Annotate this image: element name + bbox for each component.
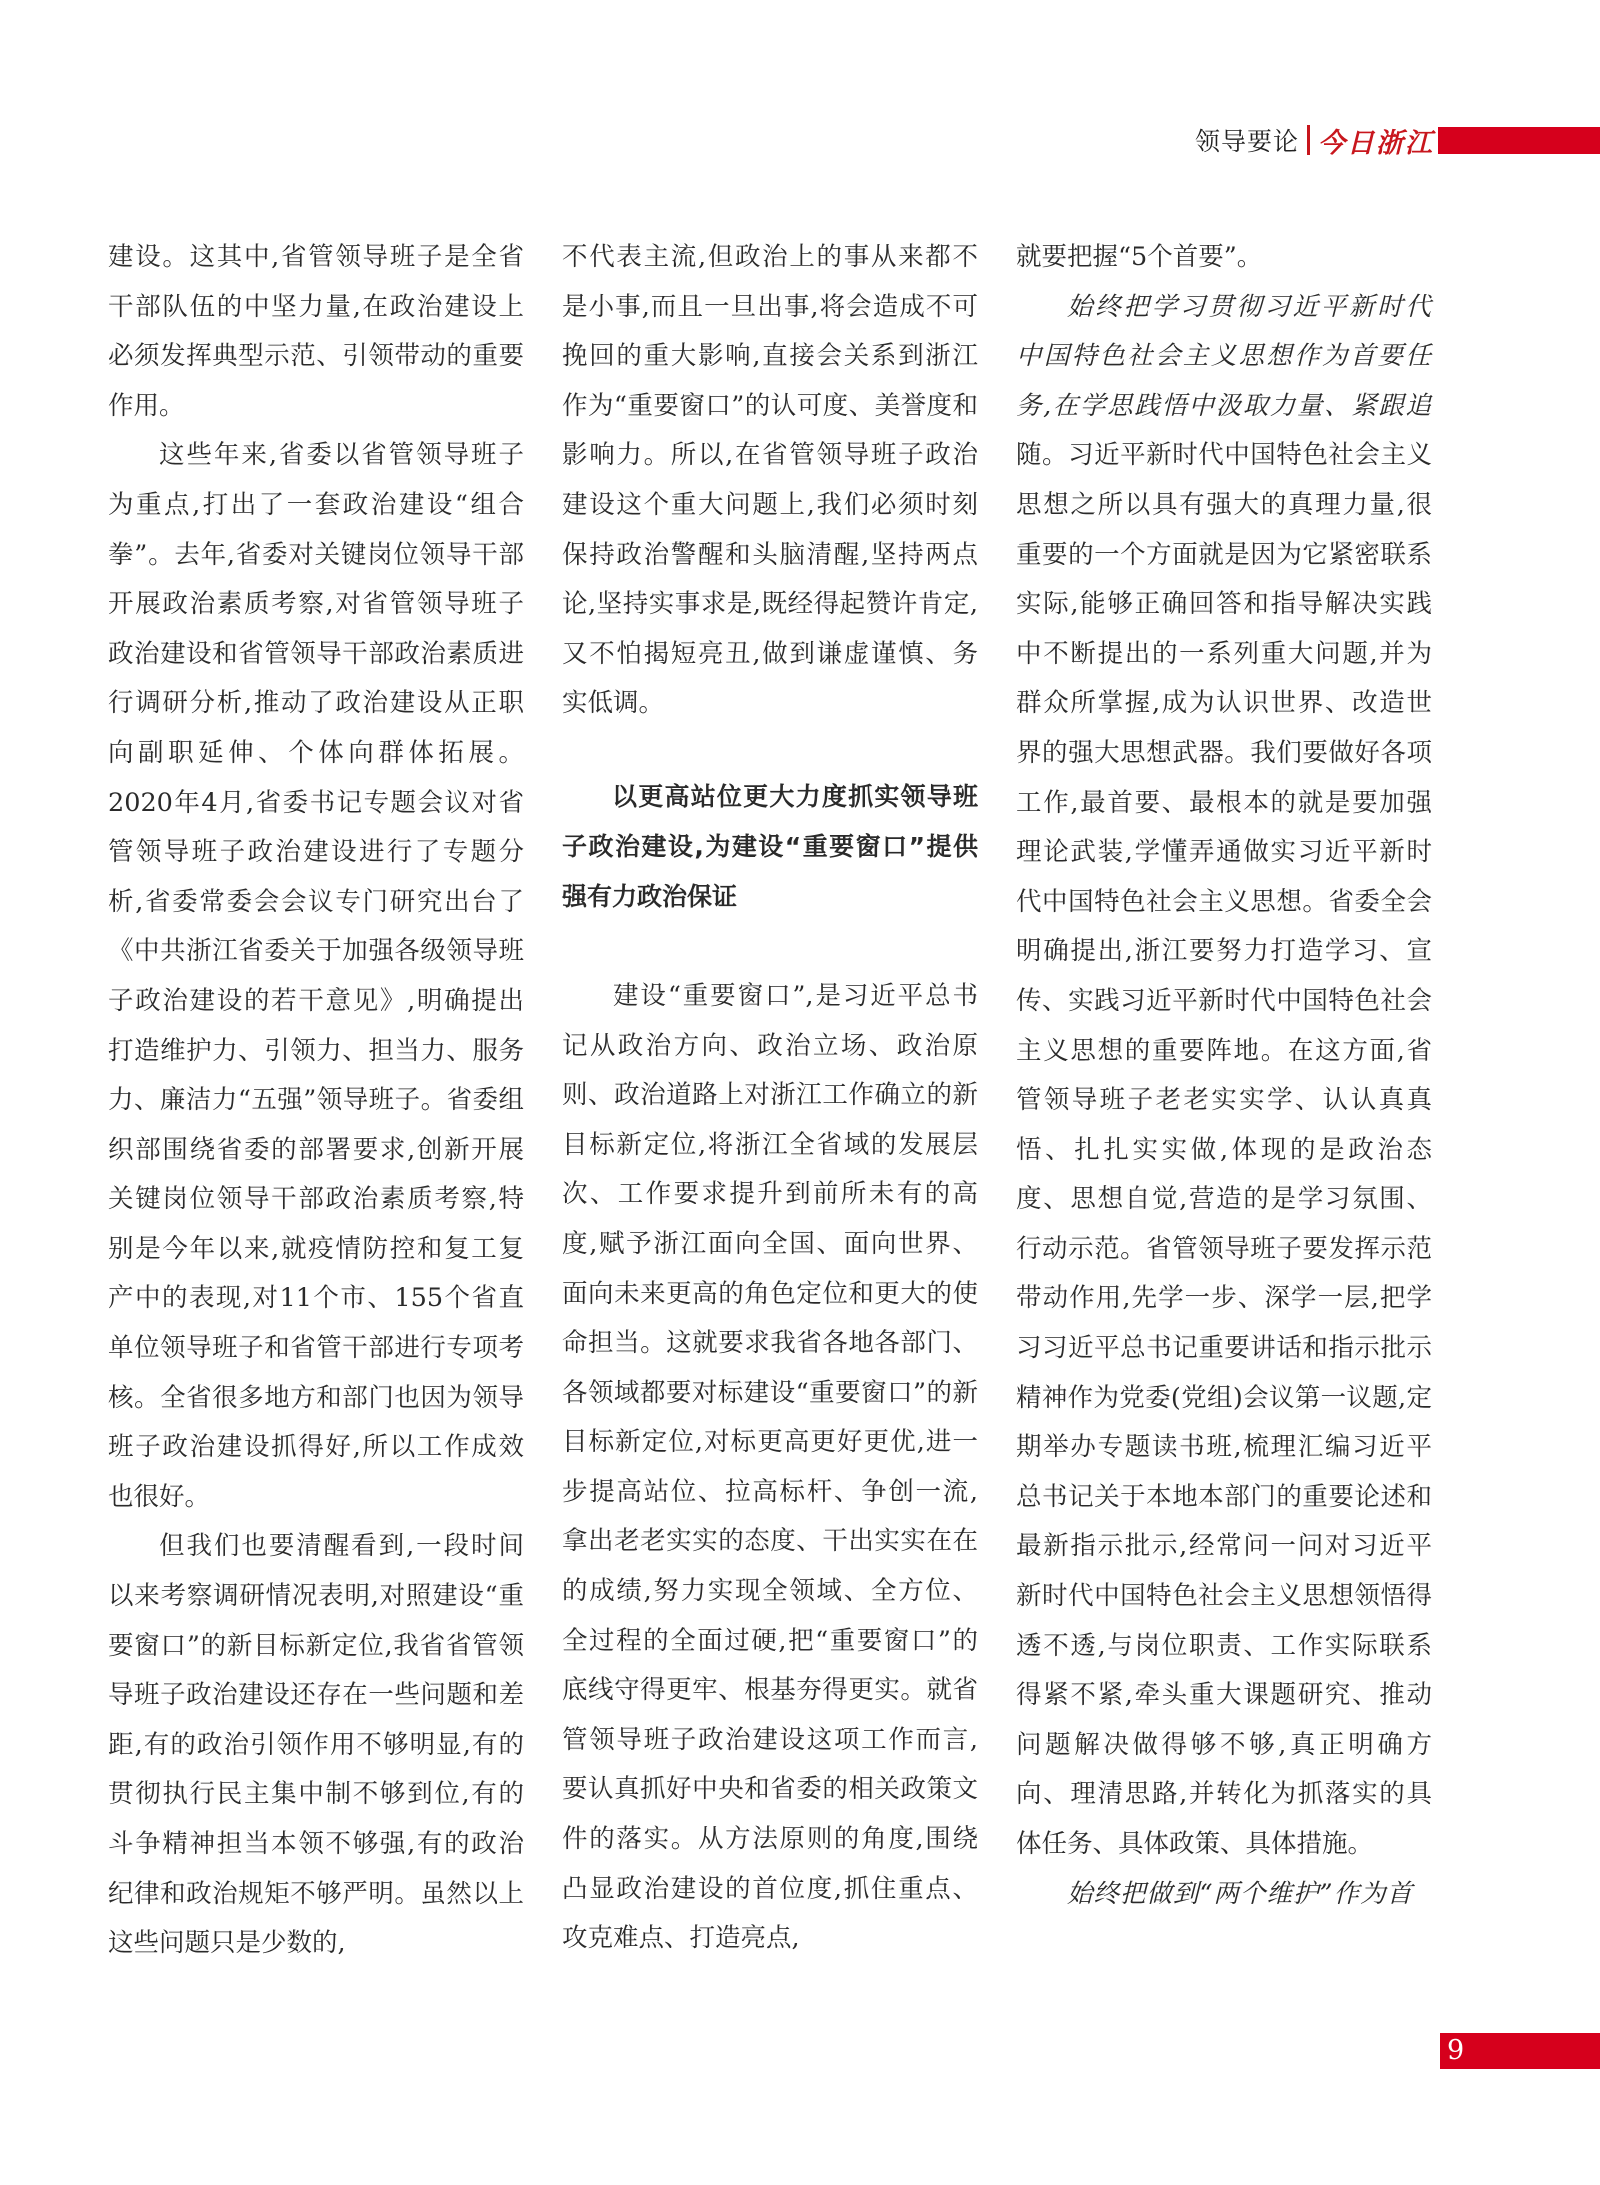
column-2 bbox=[562, 233, 978, 1964]
paragraph: 就要把握“5个首要”。 bbox=[1016, 242, 1263, 272]
paragraph: 这些年来,省委以省管领导班子为重点,打出了一套政治建设“组合拳”。去年,省委对关键岗位领导干部开展政治素质考察,对省管领导班子政治建设和省管领导干部政治素质进行调研分析,推动了政治建设从正职向副职延伸、个体向群体拓展。2020年4月,省委书记专题会议对省管领导班子政治建设进行了专题分析,省委常委会会议专门研究出台了《中共浙江省委关于加强各级领导班子政治建设的若干意见》,明确提出打造维护力、引领力、担当力、服务力、廉洁力“五强”领导班子。省委组织部围绕省委的部署要求,创新开展关键岗位领导干部政治素质考察,特别是今年以来,就疫情防控和复工复产中的表现,对11个市、155个省直单位领导班子和省管干部进行专项考核。全省很多地方和部门也因为领导班子政治建设抓得好,所以工作成效也很好。 bbox=[108, 440, 524, 1512]
paragraph: 建设。这其中,省管领导班子是全省干部队伍的中坚力量,在政治建设上必须发挥典型示范、引领带动的重要作用。 bbox=[108, 242, 524, 421]
page-header bbox=[1195, 120, 1434, 160]
column-1 bbox=[108, 233, 524, 1969]
emphasis-lead: 始终把学习贯彻习近平新时代中国特色社会主义思想作为首要任务,在学思践悟中汲取力量、紧跟追 bbox=[1016, 291, 1432, 421]
magazine-logo: 今日浙江 bbox=[1318, 127, 1435, 159]
emphasis-paragraph bbox=[1016, 283, 1432, 1870]
paragraph: 不代表主流,但政治上的事从来都不是小事,而且一旦出事,将会造成不可挽回的重大影响,直接会关系到浙江作为“重要窗口”的认可度、美誉度和影响力。所以,在省管领导班子政治建设这个重大问题上,我们必须时刻保持政治警醒和头脑清醒,坚持两点论,坚持实事求是,既经得起赞许肯定,又不怕揭短亮丑,做到谦虚谨慎、务实低调。 bbox=[562, 242, 978, 719]
paragraph-text: 随。习近平新时代中国特色社会主义思想之所以具有强大的真理力量,很重要的一个方面就是因为它紧密联系实际,能够正确回答和指导解决实践中不断提出的一系列重大问题,并为群众所掌握,成为认识世界、改造世界的强大思想武器。我们要做好各项工作,最首要、最根本的就是要加强理论武装,学懂弄通做实习近平新时代中国特色社会主义思想。省委全会明确提出,浙江要努力打造学习、宣传、实践习近平新时代中国特色社会主义思想的重要阵地。在这方面,省管领导班子老老实实学、认认真真悟、扎扎实实做,体现的是政治态度、思想自觉,营造的是学习氛围、行动示范。省管领导班子要发挥示范带动作用,先学一步、深学一层,把学习习近平总书记重要讲话和指示批示精神作为党委(党组)会议第一议题,定期举办专题读书班,梳理汇编习近平总书记关于本地本部门的重要论述和最新指示批示,经常问一问对习近平新时代中国特色社会主义思想领悟得透不透,与岗位职责、工作实际联系得紧不紧,牵头重大课题研究、推动问题解决做得够不够,真正明确方向、理清思路,并转化为抓落实的具体任务、具体政策、具体措施。 bbox=[1016, 440, 1432, 1859]
page-number: 9 bbox=[1447, 2035, 1465, 2066]
emphasis-paragraph: 始终把做到“两个维护”作为首 bbox=[1067, 1878, 1414, 1909]
header-divider bbox=[1307, 125, 1310, 155]
header-red-bar bbox=[1438, 127, 1600, 154]
paragraph: 建设“重要窗口”,是习近平总书记从政治方向、政治立场、政治原则、政治道路上对浙江工作确立的新目标新定位,将浙江全省域的发展层次、工作要求提升到前所未有的高度,赋予浙江面向全国、面向世界、面向未来更高的角色定位和更大的使命担当。这就要求我省各地各部门、各领域都要对标建设“重要窗口”的新目标新定位,对标更高更好更优,进一步提高站位、拉高标杆、争创一流,拿出老老实实的态度、干出实实在在的成绩,努力实现全领域、全方位、全过程的全面过硬,把“重要窗口”的底线守得更牢、根基夯得更实。就省管领导班子政治建设这项工作而言,要认真抓好中央和省委的相关政策文件的落实。从方法原则的角度,围绕凸显政治建设的首位度,抓住重点、攻克难点、打造亮点, bbox=[562, 980, 978, 1954]
section-title: 领导要论 bbox=[1195, 127, 1300, 156]
paragraph: 但我们也要清醒看到,一段时间以来考察调研情况表明,对照建设“重要窗口”的新目标新定位,我省省管领导班子政治建设还存在一些问题和差距,有的政治引领作用不够明显,有的贯彻执行民主集中制不够到位,有的斗争精神担当本领不够强,有的政治纪律和政治规矩不够严明。虽然以上这些问题只是少数的, bbox=[108, 1531, 524, 1959]
section-heading: 以更高站位更大力度抓实领导班子政治建设,为建设“重要窗口”提供强有力政治保证 bbox=[562, 781, 978, 911]
column-3 bbox=[1016, 233, 1432, 1919]
